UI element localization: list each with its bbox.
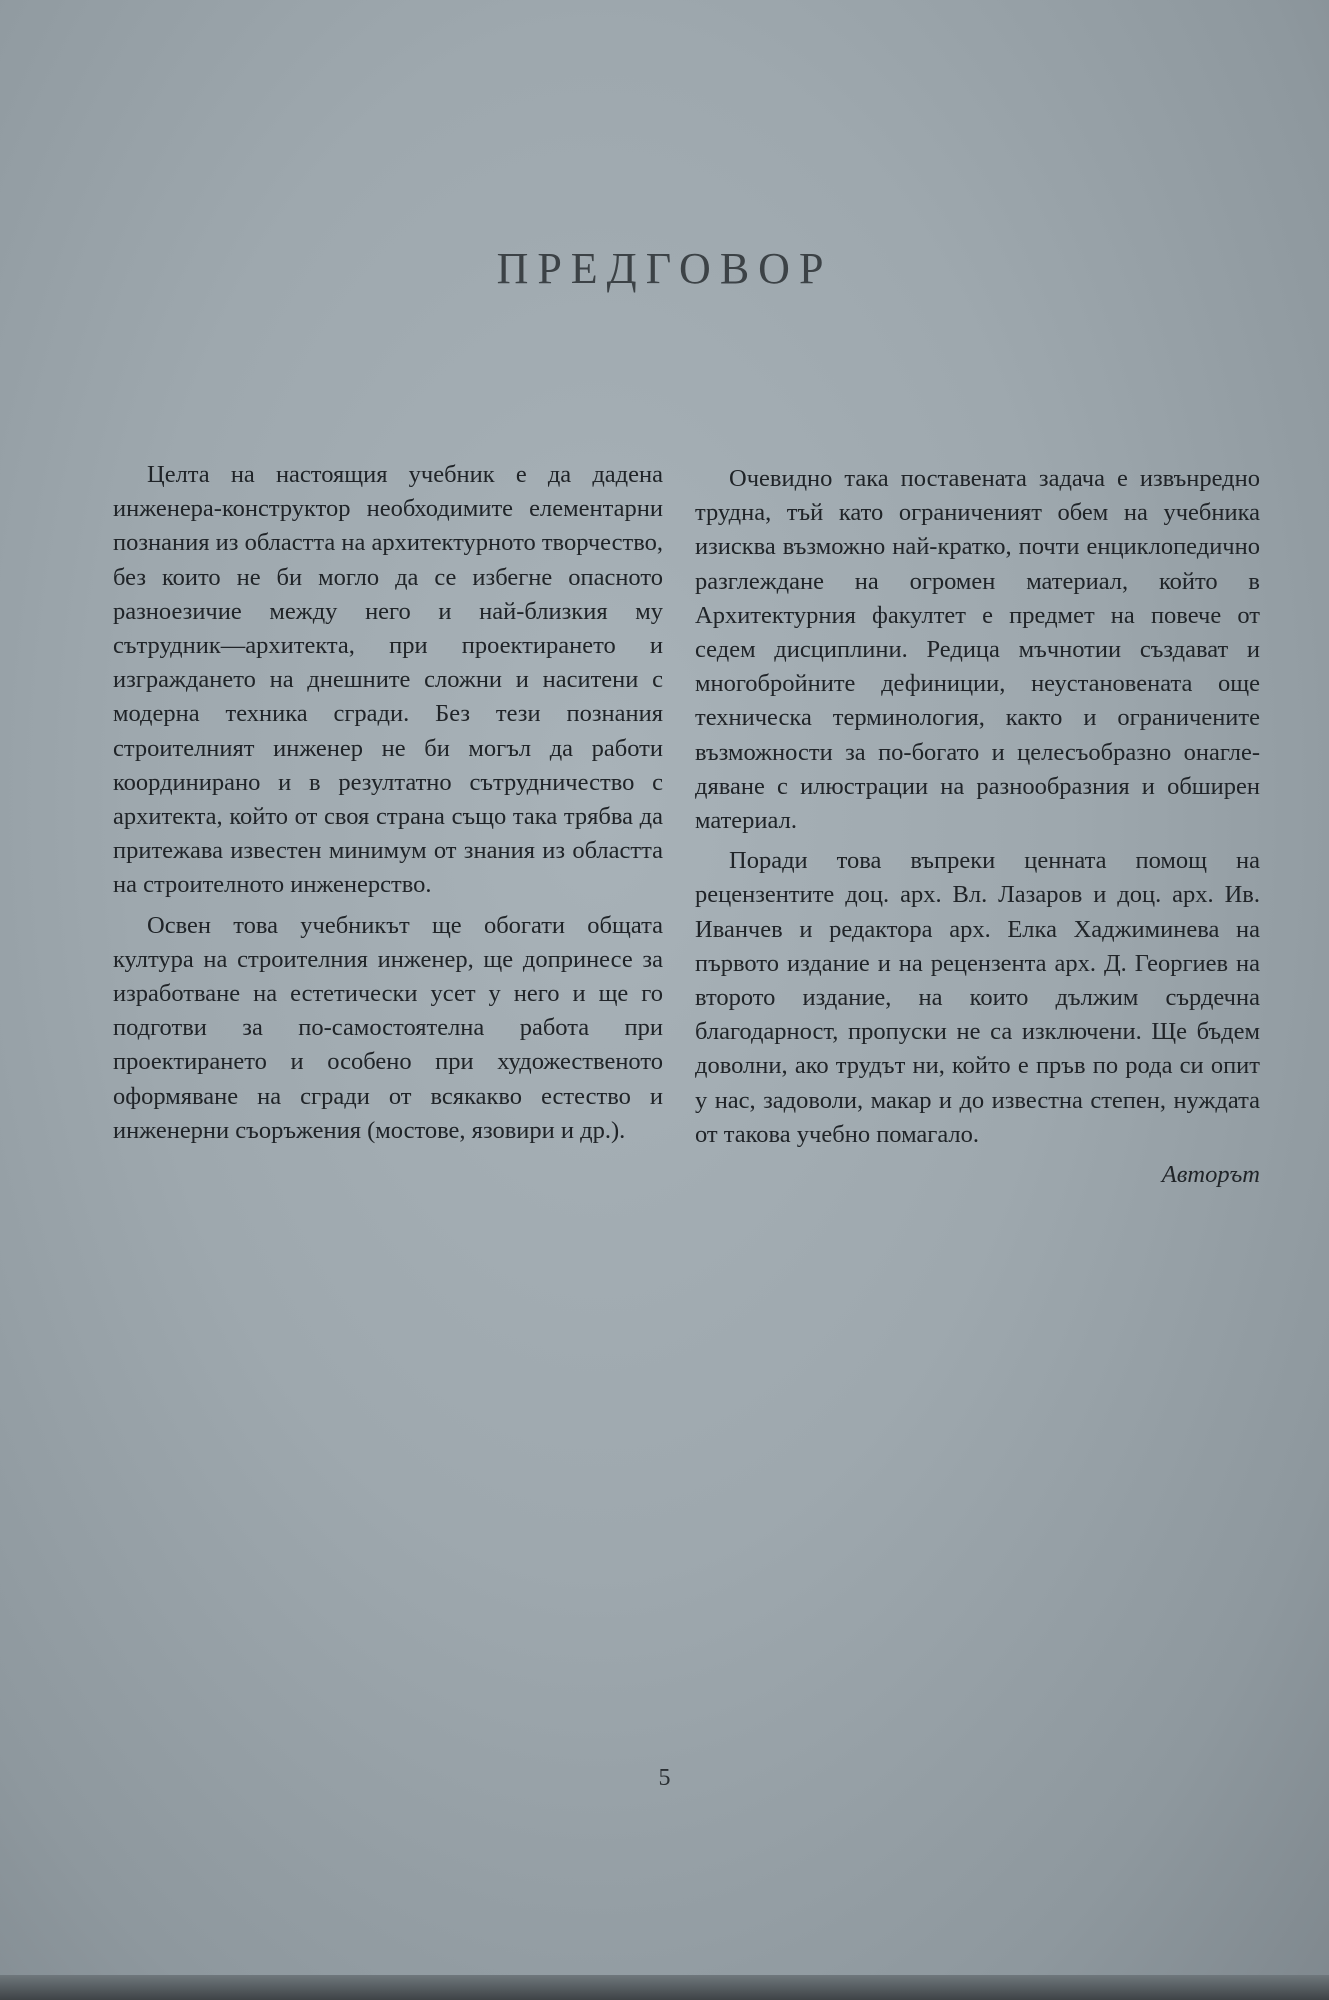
right-paragraph-1: Очевидно така поставената задача е извънредно трудна, тъй като ограниченият обем на учебника изисква възможно най-кратко, почти енциклопедично разглеждане на огромен материал, който в Архитектурния факултет е предмет на повече от седем дисциплини. Редица мъчнотии създават и многобройните дефиниции, неустановената още техническа терминология, както и ограничените възможности за по-богато и целесъобразно онагледяване с илюстрации на разнообразния и обширен материал. bbox=[695, 465, 1260, 835]
left-paragraph-1: Целта на настоящия учебник е да дадена инженера-конструктор необходимите елементарни познания из областта на архитектурното творчество, без които не би могло да се избегне опасното разноезичие между него и най-близкия му сътрудник—архитекта, при проектирането и изграждането на днешните сложни и наситени с модерна техника сгради. Без тези познания строителният инженер не би могъл да работи координирано и в резултатно сътрудничество с архитекта, който от своя страна също така трябва да притежава известен минимум от знания из областта на строителното инженерство. bbox=[113, 461, 663, 899]
right-column bbox=[695, 462, 1260, 1198]
left-column bbox=[113, 458, 663, 1154]
author-signature: Авторът bbox=[1161, 1161, 1260, 1189]
right-paragraph-2: Поради това въпреки ценната помощ на рецензентите доц. арх. Вл. Лазаров и доц. арх. Ив. Иванчев и редактора арх. Елка Хаджиминева на първото издание и на рецензента арх. Д. Георгиев на второто издание, на които дължим сърдечна благодарност, пропуски не са изключени. Ще бъдем доволни, ако трудът ни, който е пръв по рода си опит у нас, задоволи, макар и до известна степен, нуждата от такова учебно помагало. bbox=[695, 847, 1260, 1148]
page-title: ПРЕДГОВОР bbox=[496, 244, 833, 293]
left-paragraph-2: Освен това учебникът ще обогати общата култура на строителния инженер, ще допринесе за изработване на естетически усет у него и ще го подготви за по-самостоятелна работа при проектирането и особено при художественото оформяване на сгради от всякакво естество и инженерни съоръжения (мостове, язовири и др.). bbox=[113, 911, 663, 1144]
page-number: 5 bbox=[658, 1765, 671, 1791]
page-bottom-edge bbox=[0, 1975, 1329, 2000]
